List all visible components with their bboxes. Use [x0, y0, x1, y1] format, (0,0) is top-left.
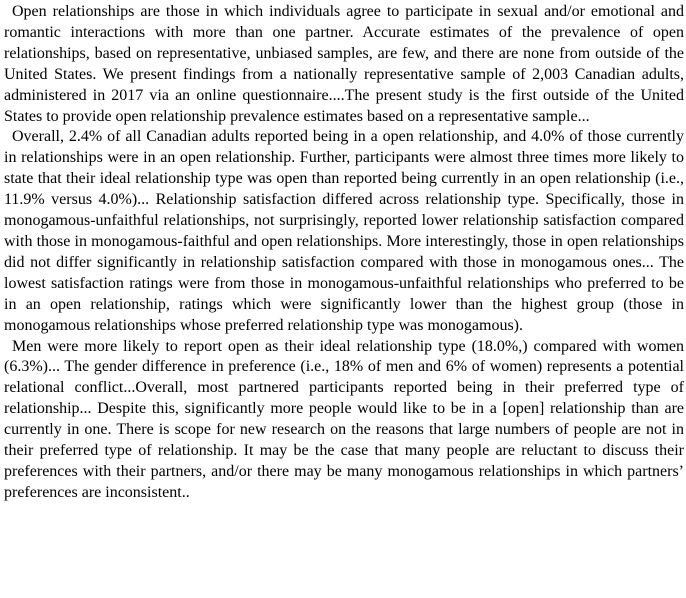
document-body	[4, 2, 684, 596]
paragraph-findings: Overall, 2.4% of all Canadian adults reported being in a open relationship, and 4.0% of those currently in relationships were in an open relationship. Further, participants were almost three times more likely to state that their ideal relationship type was open than reported being currently in an open relationship (i.e., 11.9% versus 4.0%)... Relationship satisfaction differed across relationship type. Specifically, those in monogamous-unfaithful relationships, not surprisingly, reported lower relationship satisfaction compared with those in monogamous-faithful and open relationships. More interestingly, those in open relationships did not differ significantly in relationship satisfaction compared with those in monogamous ones... The lowest satisfaction ratings were from those in monogamous-unfaithful relationships who preferred to be in an open relationship, ratings which were significantly lower than the highest group (those in monogamous relationships whose preferred relationship type was monogamous).	[4, 128, 684, 334]
paragraph-gender-differences: Men were more likely to report open as their ideal relationship type (18.0%,) compared with women (6.3%)... The gender difference in preference (i.e., 18% of men and 6% of women) represents a potential relational conflict...Overall, most partnered participants reported being in their preferred type of relationship... Despite this, significantly more people would like to be in a [open] relationship than are currently in one. There is scope for new research on the reasons that large numbers of people are not in their preferred type of relationship. It may be the case that many people are reluctant to discuss their preferences with their partners, and/or there may be many monogamous relationships in which partners’ preferences are inconsistent..	[4, 337, 684, 501]
paragraph-intro: Open relationships are those in which individuals agree to participate in sexual and/or emotional and romantic interactions with more than one partner. Accurate estimates of the prevalence of open relationships, based on representative, unbiased samples, are few, and there are none from outside of the United States. We present findings from a nationally representative sample of 2,003 Canadian adults, administered in 2017 via an online questionnaire....The present study is the first outside of the United States to provide open relationship prevalence estimates based on a representative sample...	[4, 3, 684, 125]
